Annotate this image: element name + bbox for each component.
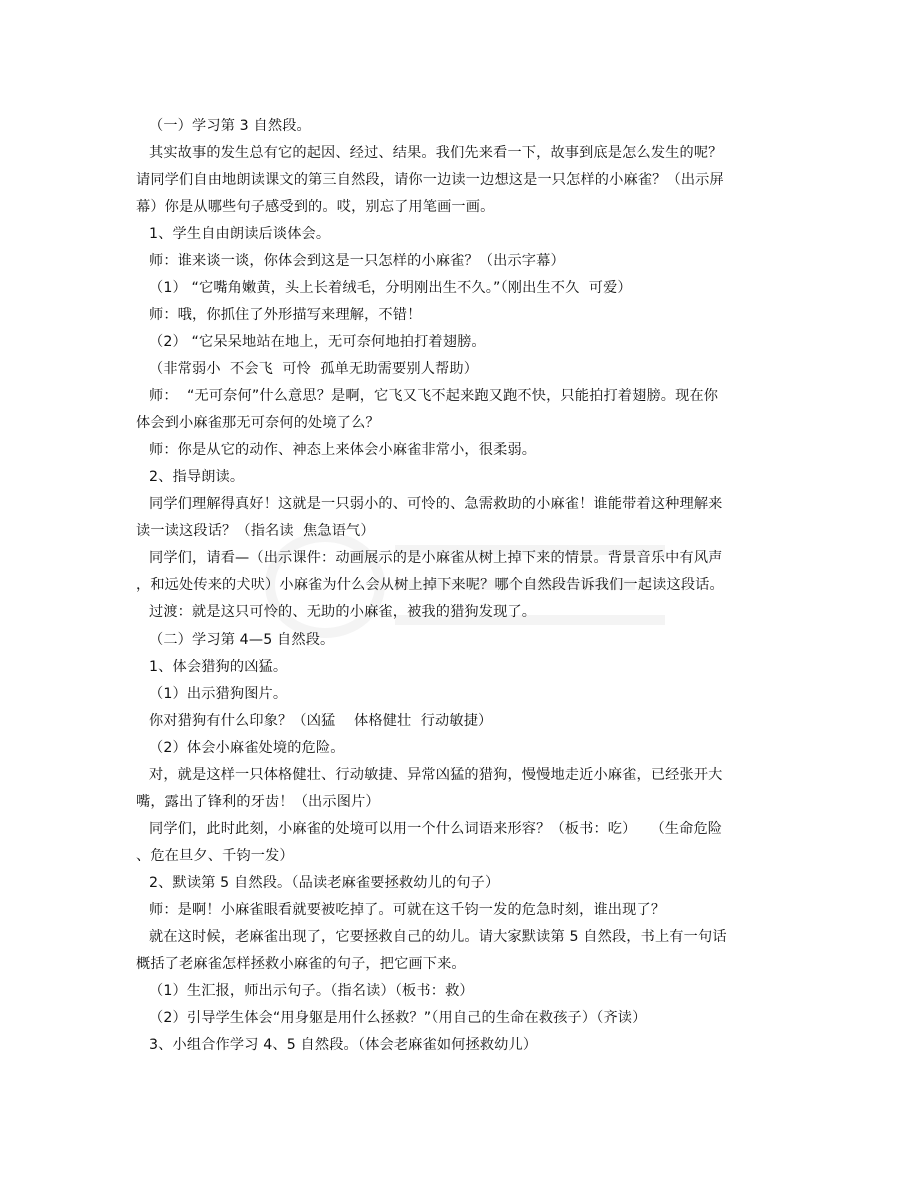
section-heading-paragraph-3: （一）学习第 3 自然段。 [149, 118, 311, 134]
courseware-line-1: 同学们，请看—（出示课件：动画展示的是小麻雀从树上掉下来的情景。背景音乐中有风声 [149, 550, 723, 566]
paragraph-intro-line-2: 请同学们自由地朗读课文的第三自然段，请你一边读一边想这是一只怎样的小麻雀？（出示屏 [136, 172, 724, 188]
student-report-step: （1）生汇报，师出示句子。（指名读）（板书：救） [149, 983, 474, 999]
section-heading-paragraphs-4-5: （二）学习第 4—5 自然段。 [149, 632, 335, 648]
teacher-urgent-line: 师：是啊！小麻雀眼看就要被吃掉了。可就在这千钧一发的危急时刻，谁出现了？ [149, 902, 666, 918]
quote-1-line: （1） “它嘴角嫩黄，头上长着绒毛，分明刚出生不久。”（刚出生不久 可爱） [149, 280, 632, 296]
step-1-heading: 1、学生自由朗读后谈体会。 [149, 226, 331, 242]
quote-2-line: （2） “它呆呆地站在地上，无可奈何地拍打着翅膀。 [149, 334, 486, 350]
teacher-explain-line-2: 体会到小麻雀那无可奈何的处境了么？ [136, 415, 380, 431]
situation-question-line-2: 、危在旦夕、千钧一发） [136, 848, 294, 864]
hound-impression-line: 你对猎狗有什么印象？（凶猛 体格健壮 行动敏捷） [149, 713, 493, 729]
silent-reading-heading: 2、默读第 5 自然段。（品读老麻雀要拯救幼儿的句子） [149, 875, 500, 891]
danger-description-line-1: 对，就是这样一只体格健壮、行动敏捷、异常凶猛的猎狗，慢慢地走近小麻雀，已经张开大 [149, 767, 723, 783]
teacher-question-line: 师：谁来谈一谈，你体会到这是一只怎样的小麻雀？（出示字幕） [149, 253, 565, 269]
paragraph-intro-line-3: 幕）你是从哪些句子感受到的。哎，别忘了用笔画一画。 [136, 199, 495, 215]
hound-image-step: （1）出示猎狗图片。 [149, 686, 288, 702]
hound-heading: 1、体会猎狗的凶猛。 [149, 659, 288, 675]
danger-step: （2）体会小麻雀处境的危险。 [149, 740, 345, 756]
group-study-heading: 3、小组合作学习 4、5 自然段。（体会老麻雀如何拯救幼儿） [149, 1037, 538, 1053]
old-sparrow-line-2: 概括了老麻雀怎样拯救小麻雀的句子，把它画下来。 [136, 956, 466, 972]
danger-description-line-2: 嘴，露出了锋利的牙齿！（出示图片） [136, 794, 380, 810]
step-2-heading: 2、指导朗读。 [149, 469, 245, 485]
teacher-summary-line: 师：你是从它的动作、神态上来体会小麻雀非常小，很柔弱。 [149, 442, 537, 458]
reading-guidance-line-2: 读一读这段话？（指名读 焦急语气） [136, 523, 375, 539]
transition-line: 过渡：就是这只可怜的、无助的小麻雀，被我的猎狗发现了。 [149, 604, 537, 620]
situation-question-line-1: 同学们，此时此刻，小麻雀的处境可以用一个什么词语来形容？（板书：吃） （生命危险 [149, 821, 723, 837]
teacher-explain-line-1: 师： “无可奈何”什么意思？是啊，它飞又飞不起来跑又跑不快，只能拍打着翅膀。现在你 [149, 388, 719, 404]
paragraph-intro-line-1: 其实故事的发生总有它的起因、经过、结果。我们先来看一下，故事到底是怎么发生的呢？ [149, 145, 723, 161]
reading-guidance-line-1: 同学们理解得真好！这就是一只弱小的、可怜的、急需救助的小麻雀！谁能带着这种理解来 [149, 496, 723, 512]
body-rescue-step: （2）引导学生体会“用身躯是用什么拯救？”（用自己的生命在救孩子）（齐读） [149, 1010, 647, 1026]
quote-2-notes-line: （非常弱小 不会飞 可怜 孤单无助需要别人帮助） [149, 361, 479, 377]
courseware-line-2: ，和远处传来的犬吠）小麻雀为什么会从树上掉下来呢？哪个自然段告诉我们一起读这段话。 [136, 577, 724, 593]
teacher-comment-line: 师：哦，你抓住了外形描写来理解，不错！ [149, 307, 422, 323]
old-sparrow-line-1: 就在这时候，老麻雀出现了，它要拯救自己的幼儿。请大家默读第 5 自然段，书上有一句话 [149, 929, 727, 945]
